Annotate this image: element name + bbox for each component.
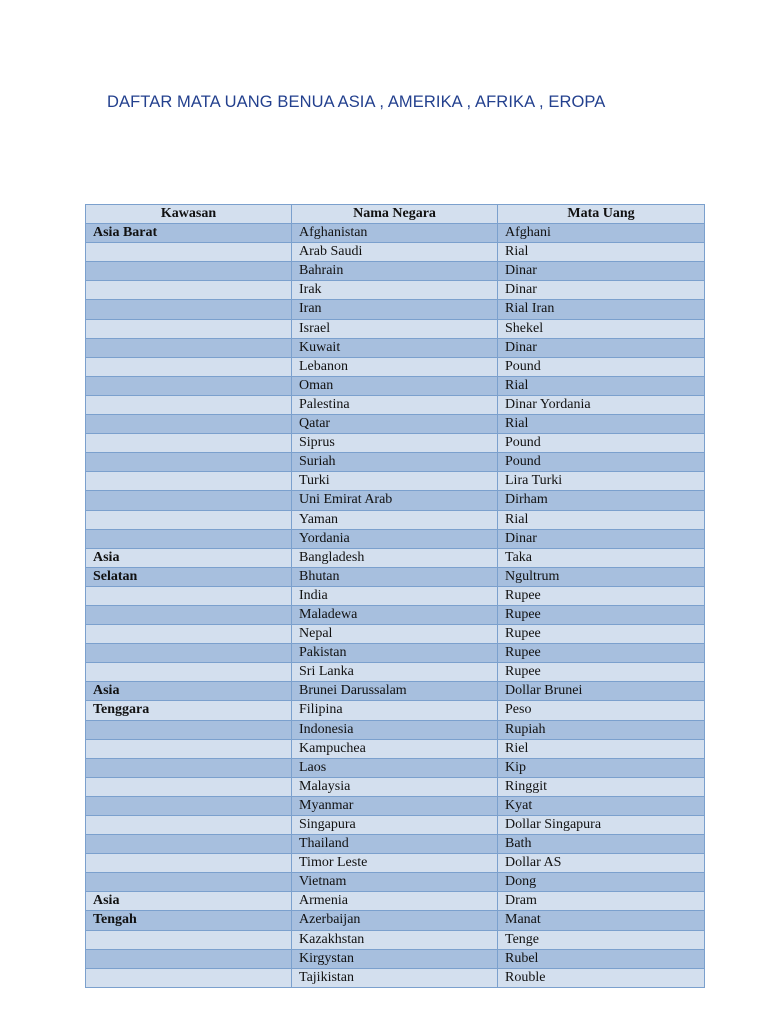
country-cell: Oman xyxy=(292,376,498,395)
country-cell: Yaman xyxy=(292,510,498,529)
region-cell xyxy=(86,300,292,319)
country-cell: Malaysia xyxy=(292,777,498,796)
table-row xyxy=(86,491,705,510)
country-cell: Maladewa xyxy=(292,605,498,624)
region-cell xyxy=(86,434,292,453)
currency-cell: Ringgit xyxy=(498,777,705,796)
table-row xyxy=(86,376,705,395)
table-row xyxy=(86,930,705,949)
table-row xyxy=(86,605,705,624)
region-cell xyxy=(86,720,292,739)
table-row xyxy=(86,854,705,873)
region-cell xyxy=(86,395,292,414)
currency-cell: Rupiah xyxy=(498,720,705,739)
table-row xyxy=(86,472,705,491)
region-cell xyxy=(86,415,292,434)
table-row xyxy=(86,281,705,300)
country-cell: Timor Leste xyxy=(292,854,498,873)
country-cell: Afghanistan xyxy=(292,224,498,243)
currency-cell: Dirham xyxy=(498,491,705,510)
table-row xyxy=(86,395,705,414)
table-row xyxy=(86,949,705,968)
currency-cell: Rubel xyxy=(498,949,705,968)
table-row xyxy=(86,567,705,586)
country-cell: India xyxy=(292,586,498,605)
country-cell: Kuwait xyxy=(292,338,498,357)
table-row xyxy=(86,319,705,338)
header-kawasan: Kawasan xyxy=(86,205,292,224)
country-cell: Kirgystan xyxy=(292,949,498,968)
country-cell: Arab Saudi xyxy=(292,243,498,262)
currency-cell: Rupee xyxy=(498,644,705,663)
currency-cell: Rupee xyxy=(498,586,705,605)
currency-cell: Shekel xyxy=(498,319,705,338)
country-cell: Israel xyxy=(292,319,498,338)
region-cell xyxy=(86,873,292,892)
currency-cell: Kip xyxy=(498,758,705,777)
region-cell: Asia Barat xyxy=(86,224,292,243)
currency-cell: Riel xyxy=(498,739,705,758)
region-cell: Asia xyxy=(86,682,292,701)
table-row xyxy=(86,739,705,758)
table-row xyxy=(86,663,705,682)
table-row xyxy=(86,816,705,835)
region-cell xyxy=(86,472,292,491)
region-cell xyxy=(86,586,292,605)
currency-cell: Ngultrum xyxy=(498,567,705,586)
table-row xyxy=(86,586,705,605)
region-cell xyxy=(86,968,292,987)
country-cell: Turki xyxy=(292,472,498,491)
currency-cell: Rial xyxy=(498,415,705,434)
table-row xyxy=(86,682,705,701)
currency-cell: Rial xyxy=(498,376,705,395)
country-cell: Laos xyxy=(292,758,498,777)
country-cell: Indonesia xyxy=(292,720,498,739)
country-cell: Lebanon xyxy=(292,357,498,376)
region-cell: Asia xyxy=(86,548,292,567)
country-cell: Bangladesh xyxy=(292,548,498,567)
currency-cell: Dinar Yordania xyxy=(498,395,705,414)
region-cell xyxy=(86,453,292,472)
table-row xyxy=(86,625,705,644)
region-cell xyxy=(86,816,292,835)
region-cell xyxy=(86,357,292,376)
table-header xyxy=(86,205,705,224)
table-row xyxy=(86,338,705,357)
region-cell xyxy=(86,739,292,758)
region-cell: Selatan xyxy=(86,567,292,586)
currency-cell: Rial xyxy=(498,243,705,262)
currency-cell: Dinar xyxy=(498,281,705,300)
region-cell xyxy=(86,491,292,510)
table-row xyxy=(86,644,705,663)
region-cell xyxy=(86,644,292,663)
currency-cell: Dinar xyxy=(498,338,705,357)
region-cell xyxy=(86,376,292,395)
table-row xyxy=(86,548,705,567)
header-nama-negara: Nama Negara xyxy=(292,205,498,224)
country-cell: Tajikistan xyxy=(292,968,498,987)
table-row xyxy=(86,510,705,529)
region-cell xyxy=(86,338,292,357)
region-cell xyxy=(86,758,292,777)
country-cell: Uni Emirat Arab xyxy=(292,491,498,510)
country-cell: Azerbaijan xyxy=(292,911,498,930)
region-cell xyxy=(86,949,292,968)
currency-cell: Taka xyxy=(498,548,705,567)
country-cell: Sri Lanka xyxy=(292,663,498,682)
currency-cell: Dollar AS xyxy=(498,854,705,873)
region-cell xyxy=(86,243,292,262)
table-row xyxy=(86,453,705,472)
currency-cell: Rupee xyxy=(498,663,705,682)
country-cell: Bhutan xyxy=(292,567,498,586)
region-cell: Tenggara xyxy=(86,701,292,720)
currency-cell: Dollar Singapura xyxy=(498,816,705,835)
region-cell xyxy=(86,262,292,281)
table-row xyxy=(86,968,705,987)
table-row xyxy=(86,357,705,376)
region-cell xyxy=(86,529,292,548)
table-row xyxy=(86,892,705,911)
region-cell xyxy=(86,930,292,949)
table-row xyxy=(86,796,705,815)
country-cell: Irak xyxy=(292,281,498,300)
table-row xyxy=(86,529,705,548)
region-cell xyxy=(86,319,292,338)
country-cell: Suriah xyxy=(292,453,498,472)
table-row xyxy=(86,434,705,453)
currency-cell: Rupee xyxy=(498,625,705,644)
region-cell xyxy=(86,625,292,644)
country-cell: Iran xyxy=(292,300,498,319)
table-row xyxy=(86,701,705,720)
country-cell: Palestina xyxy=(292,395,498,414)
table-row xyxy=(86,835,705,854)
country-cell: Pakistan xyxy=(292,644,498,663)
country-cell: Filipina xyxy=(292,701,498,720)
currency-cell: Dong xyxy=(498,873,705,892)
region-cell xyxy=(86,605,292,624)
currency-cell: Bath xyxy=(498,835,705,854)
country-cell: Myanmar xyxy=(292,796,498,815)
currency-cell: Rouble xyxy=(498,968,705,987)
currency-cell: Dinar xyxy=(498,529,705,548)
country-cell: Siprus xyxy=(292,434,498,453)
region-cell: Asia xyxy=(86,892,292,911)
currency-cell: Dinar xyxy=(498,262,705,281)
region-cell xyxy=(86,835,292,854)
currency-cell: Rial Iran xyxy=(498,300,705,319)
table-row xyxy=(86,415,705,434)
currency-cell: Dollar Brunei xyxy=(498,682,705,701)
region-cell: Tengah xyxy=(86,911,292,930)
table-row xyxy=(86,873,705,892)
country-cell: Yordania xyxy=(292,529,498,548)
country-cell: Kampuchea xyxy=(292,739,498,758)
page-title: DAFTAR MATA UANG BENUA ASIA , AMERIKA , AFRIKA , EROPA xyxy=(107,93,606,111)
currency-cell: Afghani xyxy=(498,224,705,243)
country-cell: Bahrain xyxy=(292,262,498,281)
region-cell xyxy=(86,663,292,682)
region-cell xyxy=(86,281,292,300)
currency-cell: Lira Turki xyxy=(498,472,705,491)
currency-cell: Kyat xyxy=(498,796,705,815)
country-cell: Nepal xyxy=(292,625,498,644)
currency-cell: Dram xyxy=(498,892,705,911)
country-cell: Singapura xyxy=(292,816,498,835)
country-cell: Vietnam xyxy=(292,873,498,892)
table-row xyxy=(86,777,705,796)
region-cell xyxy=(86,777,292,796)
country-cell: Qatar xyxy=(292,415,498,434)
country-cell: Armenia xyxy=(292,892,498,911)
currency-cell: Tenge xyxy=(498,930,705,949)
table-row xyxy=(86,243,705,262)
country-cell: Brunei Darussalam xyxy=(292,682,498,701)
country-cell: Kazakhstan xyxy=(292,930,498,949)
table-row xyxy=(86,300,705,319)
region-cell xyxy=(86,796,292,815)
table-row xyxy=(86,262,705,281)
currency-cell: Peso xyxy=(498,701,705,720)
currency-cell: Rial xyxy=(498,510,705,529)
currency-table xyxy=(85,204,705,988)
currency-cell: Manat xyxy=(498,911,705,930)
country-cell: Thailand xyxy=(292,835,498,854)
region-cell xyxy=(86,510,292,529)
table-row xyxy=(86,911,705,930)
region-cell xyxy=(86,854,292,873)
currency-cell: Pound xyxy=(498,434,705,453)
table-row xyxy=(86,720,705,739)
currency-cell: Pound xyxy=(498,453,705,472)
header-mata-uang: Mata Uang xyxy=(498,205,705,224)
table-row xyxy=(86,758,705,777)
table-row xyxy=(86,224,705,243)
currency-cell: Rupee xyxy=(498,605,705,624)
currency-cell: Pound xyxy=(498,357,705,376)
